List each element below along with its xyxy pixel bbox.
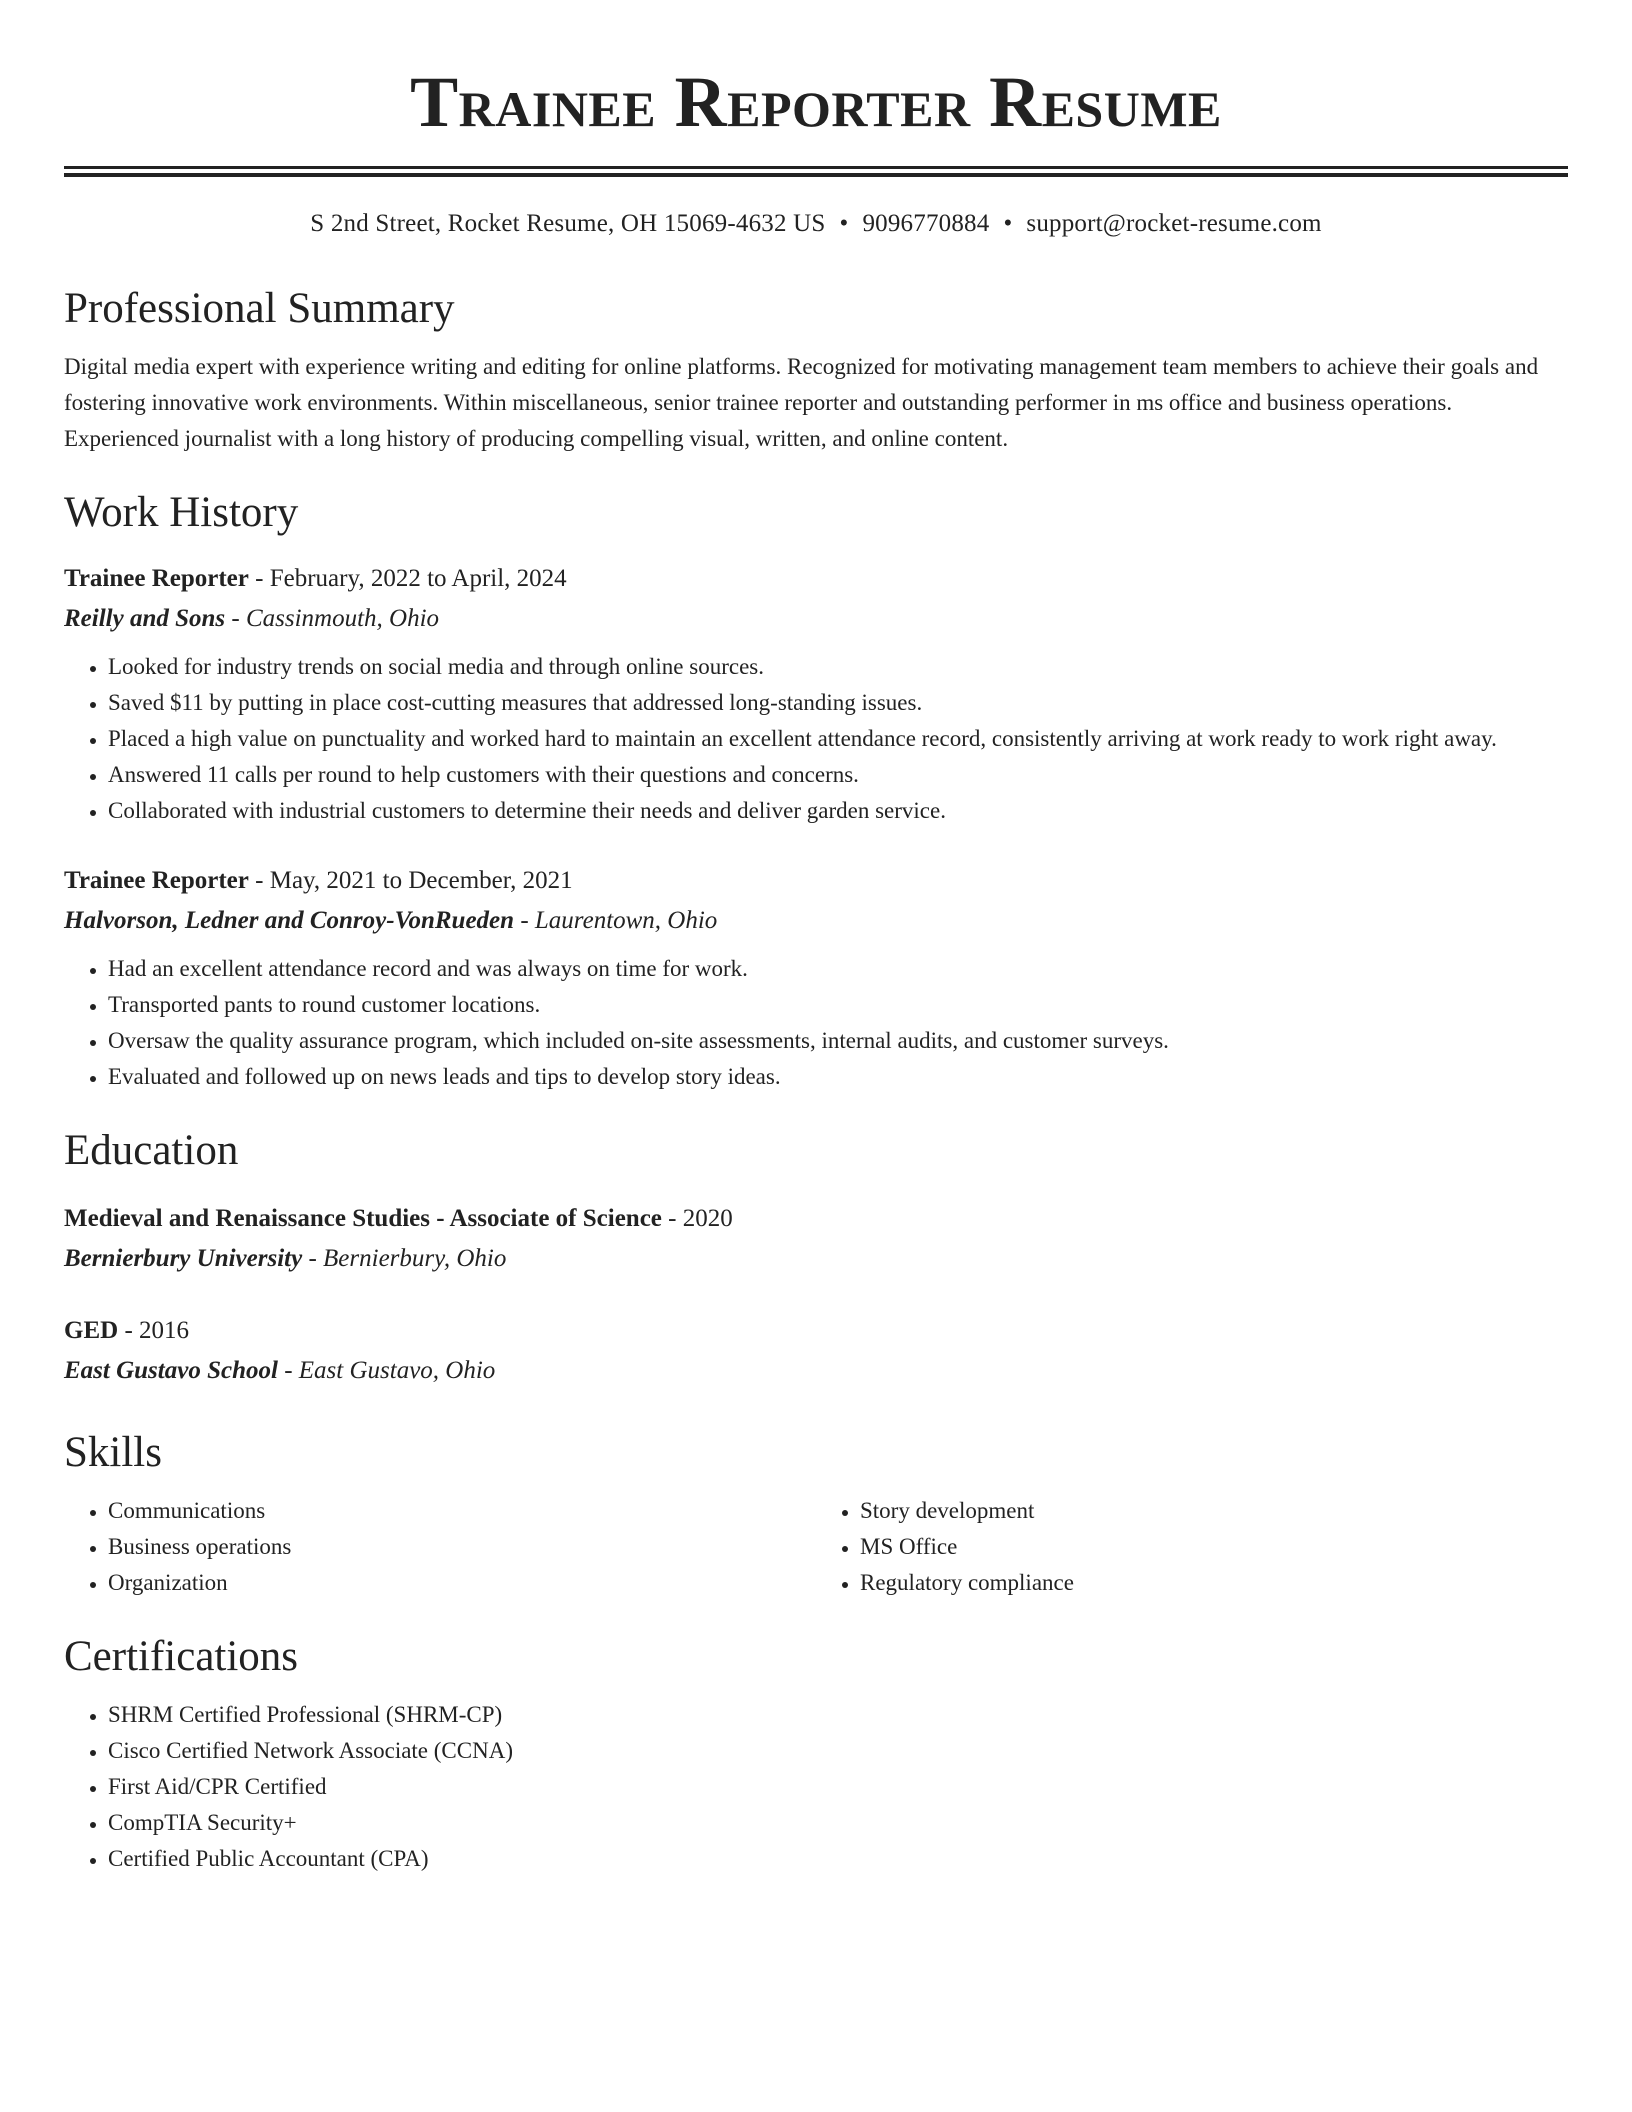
education-school: Bernierbury University [64,1245,303,1272]
certification-item: • SHRM Certified Professional (SHRM-CP) [108,1697,1568,1733]
education-entry [64,1199,1568,1279]
job-bullet: • Collaborated with industrial customers to determine their needs and deliver garden service. [108,793,1568,829]
job-title-line [64,861,1568,901]
skill-item: • Business operations [108,1529,816,1565]
education-degree-line [64,1199,1568,1239]
contact-address: S 2nd Street, Rocket Resume, OH 15069-4632 US [310,210,826,237]
education-location: - Bernierbury, Ohio [302,1245,507,1272]
work-history-section [64,487,1568,1095]
job-title: Trainee Reporter [64,565,249,592]
job-location: - Laurentown, Ohio [514,907,718,934]
certification-item: • Certified Public Accountant (CPA) [108,1841,1568,1877]
job-bullet: • Oversaw the quality assurance program, which included on-site assessments, internal audits, and customer surveys. [108,1023,1568,1059]
education-year: - 2020 [661,1205,733,1232]
skill-item: • Organization [108,1565,816,1601]
certification-item: • First Aid/CPR Certified [108,1769,1568,1805]
certification-item: • CompTIA Security+ [108,1805,1568,1841]
job-company-line [64,901,1568,941]
job-bullet: • Answered 11 calls per round to help customers with their questions and concerns. [108,757,1568,793]
certifications-list [64,1697,1568,1877]
job-entry [64,559,1568,829]
job-location: - Cassinmouth, Ohio [225,605,440,632]
section-heading-summary: Professional Summary [64,285,455,332]
education-school-line [64,1351,1568,1391]
skill-item: • Communications [108,1493,816,1529]
header-double-rule [64,166,1568,177]
job-entry [64,861,1568,1095]
contact-separator: • [839,210,849,237]
contact-email: support@rocket-resume.com [1026,210,1322,237]
resume-title: Trainee Reporter Resume [410,62,1222,142]
education-degree-line [64,1311,1568,1351]
education-location: - East Gustavo, Ohio [277,1357,496,1384]
contact-phone: 9096770884 [862,210,990,237]
job-dates: - May, 2021 to December, 2021 [248,867,573,894]
job-bullet-list [64,649,1568,829]
job-company: Reilly and Sons [64,605,226,632]
summary-text: Digital media expert with experience writing and editing for online platforms. Recognized for motivating management team members to achieve their goals and fostering innovative work environments. Within miscellaneous, senior trainee reporter and outstanding performer in ms office and business operations. Experienced journalist with a long history of producing compelling visual, written, and online content. [64,354,1539,451]
contact-line [64,207,1568,241]
skill-item: • Regulatory compliance [860,1565,1568,1601]
summary-section [64,283,1568,457]
certification-item: • Cisco Certified Network Associate (CCNA) [108,1733,1568,1769]
job-bullet: • Looked for industry trends on social media and through online sources. [108,649,1568,685]
contact-separator: • [1003,210,1013,237]
job-bullet: • Transported pants to round customer locations. [108,987,1568,1023]
education-school: East Gustavo School [64,1357,278,1384]
education-degree: GED [64,1317,119,1344]
job-bullet: • Evaluated and followed up on news leads and tips to develop story ideas. [108,1059,1568,1095]
education-year: - 2016 [118,1317,190,1344]
section-heading-skills: Skills [64,1429,162,1476]
job-bullet: • Had an excellent attendance record and was always on time for work. [108,951,1568,987]
job-dates: - February, 2022 to April, 2024 [248,565,567,592]
section-heading-certifications: Certifications [64,1633,299,1680]
skill-item: • MS Office [860,1529,1568,1565]
section-heading-work-history: Work History [64,489,299,536]
education-entry [64,1311,1568,1391]
job-company: Halvorson, Ledner and Conroy-VonRueden [64,907,515,934]
job-company-line [64,599,1568,639]
education-degree: Medieval and Renaissance Studies - Associate of Science [64,1205,662,1232]
job-bullet: • Saved $11 by putting in place cost-cutting measures that addressed long-standing issues. [108,685,1568,721]
skills-list-left [64,1493,816,1601]
job-title-line [64,559,1568,599]
job-title: Trainee Reporter [64,867,249,894]
section-heading-education: Education [64,1127,239,1174]
certifications-section [64,1631,1568,1877]
skills-grid [64,1493,1568,1601]
skill-item: • Story development [860,1493,1568,1529]
job-bullet: • Placed a high value on punctuality and worked hard to maintain an excellent attendance record, consistently arriving at work ready to work right away. [108,721,1568,757]
skills-list-right [816,1493,1568,1601]
job-bullet-list [64,951,1568,1095]
education-section [64,1125,1568,1391]
skills-section [64,1427,1568,1601]
education-school-line [64,1239,1568,1279]
